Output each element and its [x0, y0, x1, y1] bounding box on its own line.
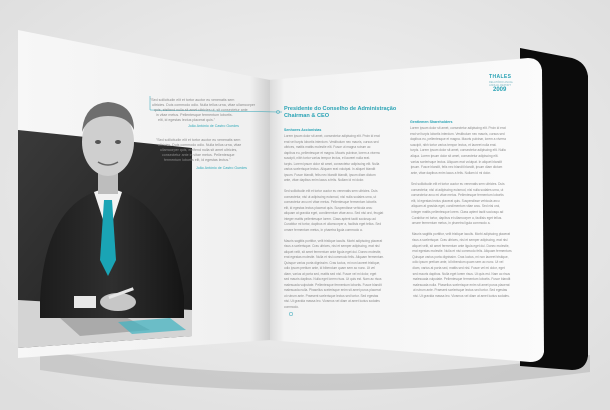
quote-line: quis, eleifend nulla sit amet ultricies ut, sit consectetur ante	[154, 108, 248, 112]
right-body-line: Curabitur mi tortor, dapibus et ullamcorper a, facilisis eget tellus.	[411, 215, 503, 220]
right-body-line: ante, vitae dapibus enim lacus a felis. Nullam id mi dolor.	[410, 170, 491, 175]
brand-subline: ANNUAL REPORT	[489, 84, 511, 87]
left-body-line: malesuada nulla. Phasellus scelerisque enim sit amet purus placerat	[284, 288, 381, 292]
left-body-line: Mauris sagittis porttitor, velit tristique iaculis. Morbi adipiscing placerat	[284, 238, 383, 243]
right-body-line: aliqua. Lorem ipsum dolor sit amet, consectetur adipiscing elit.	[410, 154, 499, 158]
report-year: 2009	[493, 87, 507, 93]
right-body-line: varius scelerisque lectus. Aliquam erat volutpat. In aliquet blandit	[410, 159, 502, 164]
quote-line: ultricies. Duis commodo odio. Nulla tellus urna, vitae	[158, 143, 242, 147]
left-body-line: consectetur arcu mi vitae metus. Pellentesque fermentum lobortis	[284, 200, 377, 204]
quote-line: in vitae metus. Pellentesque fermentum lobortis.	[156, 113, 233, 117]
left-body-line: odio ipsum pretium ante, id bibendum quam sem ac nunc. Ut vel	[284, 266, 375, 270]
left-body-line: dapibus eu, pellentesque et magna. Mauris pulvinar, lorem a viverra	[284, 150, 380, 155]
right-body-line: consectetur arcu mi vitae metus. Pellentesque fermentum lobortis	[411, 193, 504, 198]
quote-line: "Sed sollicitudin elit et tortor auctor eu venenatis sem	[156, 138, 241, 142]
brand-subline: RELATÓRIO ANUAL	[489, 81, 514, 84]
right-body-line: suscipit, nibh tortor varius tempor lectus, et laoreet nulla erat.	[410, 142, 497, 147]
right-body-line: erat vel turpis lobortis interdum. Vestibulum nec mauris, cursus sed	[410, 131, 505, 136]
left-body-line: elit, id egestas lectus placerat quis. Suspendisse vehicula arcu	[284, 205, 373, 210]
right-body-line: aliquet velit, sit amet fermentum ante ligula eget dui. Donec molestie,	[412, 243, 510, 248]
left-body-line: turpis. Lorem ipsum dolor sit amet, consectetur adipiscing elit. Nulla	[284, 161, 380, 166]
right-body-line: turpis. Lorem ipsum dolor sit amet, consectetur adipiscing elit. Nulla	[410, 148, 506, 153]
article-heading: Chairman & CEO	[284, 113, 330, 119]
left-body-line: Lorem ipsum dolor sit amet, consectetur adipiscing elit. Proin id erat	[284, 134, 380, 138]
left-body-line: erat egestas molestie. Nulla et nisi commodo felis. Aliquam fermentum.	[284, 255, 385, 259]
left-body-line: ipsum. Fusce blandit, felis nec blandit blandit, ipsum diam dictum	[284, 172, 376, 177]
left-body-line: erat vel turpis lobortis interdum. Vestibulum nec mauris, cursus sed	[284, 139, 379, 144]
quote-author: João António de Castro Guedes	[188, 124, 239, 128]
right-body-line: malesuada nulla. Phasellus scelerisque enim sit amet purus placerat	[412, 282, 510, 287]
right-body-line: malesuada vulputate. Pellentesque fermentum lobortis. Fusce blandit	[412, 277, 511, 282]
left-body-line: diam, varius at porta sed, mattis sed nisl. Fusce vel mi dolor, eget	[284, 271, 377, 276]
left-body-line: varius scelerisque lectus. Aliquam erat volutpat. In aliquet blandit	[284, 167, 376, 171]
left-body-line: commodo.	[284, 304, 299, 309]
right-body-line: ut rutrum ante. Praesent scelerisque lectus sed tortor. Sed egestas	[412, 288, 508, 293]
left-body-line: Sed sollicitudin elit et tortor auctor eu venenatis sem ultricies. Duis	[284, 189, 378, 193]
left-body-line: ante, vitae dapibus enim lacus a felis. Nullam id mi dolor.	[284, 178, 365, 182]
left-body-line: aliquam at gravida eget, condimentum vitae arcu. Sed nisi orci, feugiat	[284, 211, 384, 215]
quote-line: elit, id egestas lectus placerat quis."	[158, 118, 216, 122]
left-body-line: sed mauris dapibus. Nulla eget lorem risus. Ut quis est. Nam ac risus	[284, 277, 382, 281]
right-body-line: consectetur, nisl ut adipiscing euismod, nisl nulla sodales urna, ut	[411, 187, 504, 192]
left-body-line: risus a scelerisque. Cras ultrices, nisi et semper adipiscing, erat nisl	[284, 244, 380, 248]
left-body-line: nisi. Ut gravida massa leo. Vivamus vel diam at amet luctus sodales	[284, 299, 380, 303]
right-body-line: risus a scelerisque. Cras ultrices, nisi et semper adipiscing, erat nisl	[412, 238, 508, 242]
left-body-line: integer mattis pellentesque lorem. Class aptent taciti sociosqu ad	[284, 216, 376, 221]
right-body-line: elit, id egestas lectus placerat quis. Suspendisse vehicula arcu	[411, 198, 500, 203]
quote-line: ullamcorper quis, eleifend nulla sit amet ultricies,	[160, 148, 238, 152]
quote-line: fermentum lobortis elit, id egestas lectus."	[164, 158, 231, 162]
left-body-line: malesuada vulputate. Pellentesque fermentum lobortis. Fusce blandit	[284, 282, 382, 287]
right-body-line: odio ipsum pretium ante, id bibendum quam sem ac nunc. Ut vel	[412, 260, 504, 265]
right-body-line: sed mauris dapibus. Nulla eget lorem risus. Ut quis est. Nam ac risus	[412, 271, 511, 276]
right-body-line: Quisque varius porta dignissim. Cras luctus, mi non laoreet tristique,	[412, 254, 509, 259]
left-body-line: ut rutrum ante. Praesent scelerisque lectus sed tortor. Sed egestas	[284, 293, 379, 298]
right-body-line: ornare fermentum metus, in pharetra ligula commodo a.	[411, 221, 491, 226]
quote-author: João António de Castro Guedes	[196, 166, 247, 170]
right-body-line: Mauris sagittis porttitor, velit tristique iaculis. Morbi adipiscing placerat	[411, 232, 511, 237]
right-body-line: ipsum. Fusce blandit, felis nec blandit blandit, ipsum diam dictum	[410, 165, 503, 170]
right-column-subheading: Gentlemen Shareholders	[410, 120, 453, 124]
quote-line: ultricies. Duis commodo odio. Nulla tellus urna, vitae ullamcorper	[152, 103, 256, 107]
right-body-line: Lorem ipsum dolor sit amet, consectetur adipiscing elit. Proin id erat	[410, 126, 506, 130]
right-body-line: integer mattis pellentesque lorem. Class aptent taciti sociosqu ad	[411, 210, 504, 214]
brand-name: THALES	[489, 74, 512, 80]
quote-line: "Sed sollicitudin elit et tortor auctor eu venenatis sem	[150, 98, 235, 102]
left-body-line: Curabitur mi tortor, dapibus et ullamcorper a, facilisis eget tellus. Sed	[284, 222, 382, 226]
left-body-line: ultrices, mattis mattis molestie elit. Fusce ut magna rutrum ac	[284, 145, 371, 149]
right-body-line: dapibus eu, pellentesque et magna. Mauris pulvinar, lorem a viverra	[410, 137, 506, 142]
right-body-line: erat egestas molestie. Nulla et nisi commodo felis. Aliquam fermentum.	[412, 249, 513, 254]
left-body-line: suscipit, nibh tortor varius tempor lectus, et laoreet nulla erat.	[284, 156, 371, 160]
article-heading: Presidente do Conselho de Administração	[284, 106, 397, 112]
right-body-line: Sed sollicitudin elit et tortor auctor eu venenatis sem ultricies. Duis	[411, 182, 505, 186]
left-body-line: Quisque varius porta dignissim. Cras luctus, mi non laoreet tristique,	[284, 260, 381, 265]
right-body-line: nisi. Ut gravida massa leo. Vivamus vel diam at amet luctus sodales.	[413, 294, 510, 298]
quote-line: consectetur ante in vitae metus. Pellentesque	[162, 153, 235, 157]
right-body-line: aliquam at gravida eget, condimentum vitae arcu. Sed nisi orci,	[411, 204, 501, 209]
left-body-line: aliquet velit, sit amet fermentum ante ligula eget dui. Donec molestie,	[284, 249, 382, 254]
left-column-subheading: Senhores Accionistas	[284, 128, 322, 132]
right-body-line: diam, varius at porta sed, mattis sed nisl. Fusce vel mi dolor, eget	[412, 266, 505, 270]
left-body-line: ornare fermentum metus, in pharetra ligula commodo a.	[284, 227, 363, 232]
left-body-line: consectetur, nisl ut adipiscing euismod, nisl nulla sodales urna, ut	[284, 194, 377, 199]
